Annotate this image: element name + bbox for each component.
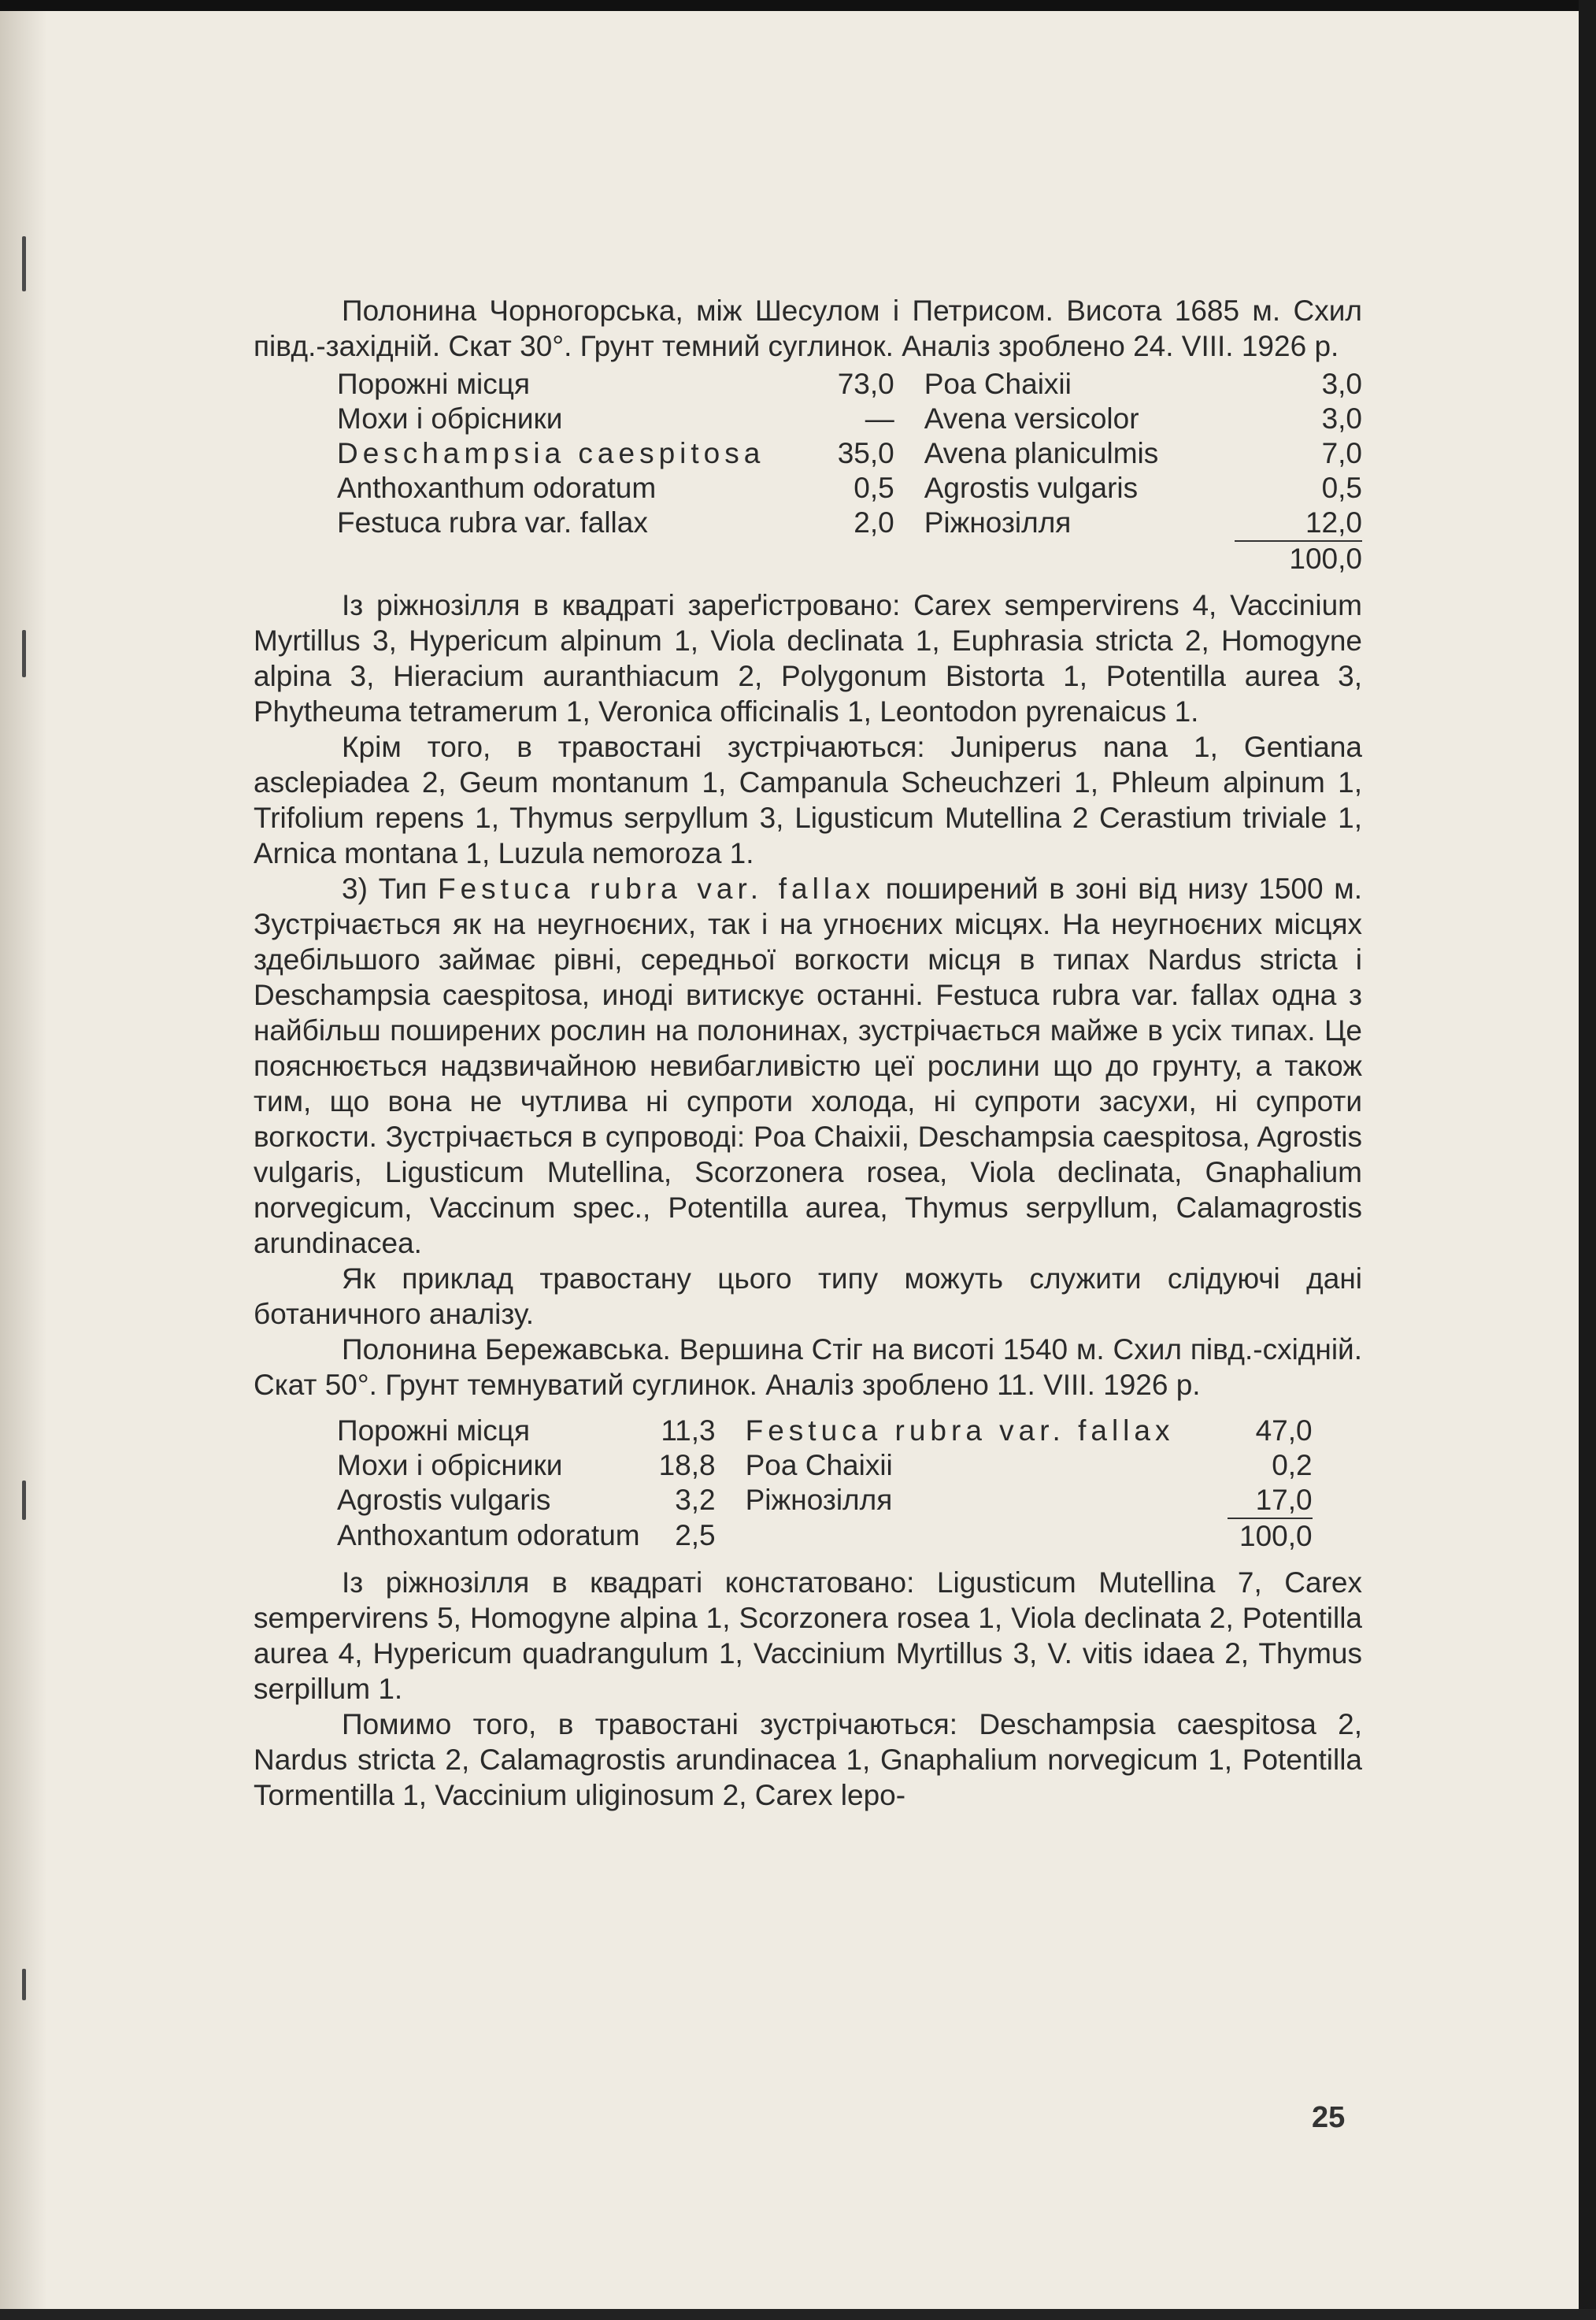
page-number: 25 <box>1312 2101 1346 2134</box>
species-value: 2,0 <box>854 506 894 539</box>
species-name: Deschampsia caespitosa <box>337 437 765 469</box>
species-name: Agrostis vulgaris <box>924 472 1139 504</box>
scan-bottom-edge <box>0 2309 1596 2320</box>
species-value: 0,2 <box>1272 1449 1313 1481</box>
species-value: 73,0 <box>837 368 894 400</box>
binding-mark <box>22 1969 26 2000</box>
species-name: Ріжнозілля <box>745 1484 893 1516</box>
table-total: 100,0 <box>1235 541 1362 576</box>
site1-intro: Полонина Чорногорська, між Шесулом і Петрисом. Висота 1685 м. Схил півд.-західній. Скат 30°. Грунт темний суглинок. Аналіз зроблено 24. VIII. 1926 р. <box>254 295 1362 362</box>
species-value: 0,5 <box>1321 472 1362 504</box>
species-name: Avena planiculmis <box>924 437 1159 469</box>
table-row <box>337 1483 1313 1518</box>
species-name: Festuca rubra var. fallax <box>745 1414 1175 1447</box>
species-name: Порожні місця <box>337 1414 530 1447</box>
type3-text: поширений в зоні від низу 1500 м. Зустрічається як на неугноєних, так і на угноєних місцях. На неугноєних місцях здебільшого займає рівні, середньої вогкости місця в типах Nardus stricta і Deschampsia caespitosa, иноді витискує останні. Festuca rubra var. fallax одна з найбільш поширених рослин на полонинах, зустрічається майже в усіх типах. Це пояснюється надзвичайною невибагливістю цеї рослини що до грунту, а також тим, що вона не чутлива ні супроти холода, ні супроти засухи, ні супроти вогкости. Зустрічається в супроводі: Poa Chaixii, Deschampsia caespitosa, Agrostis vulgaris, Ligusticum Mutellina, Scorzonera rosea, Viola declinata, Gnaphalium norvegicum, Vaccinum spec., Potentilla aurea, Thymus serpyllum, Calamagrostis arundinacea. <box>254 873 1362 1259</box>
site2-intro: Полонина Бережавська. Вершина Стіг на висоті 1540 м. Схил півд.-східній. Скат 50°. Грунт темнуватий суглинок. Аналіз зроблено 11. VIII. 1926 р. <box>254 1333 1362 1401</box>
scan-top-edge <box>0 0 1596 11</box>
species-name: Agrostis vulgaris <box>337 1484 551 1516</box>
species-name: Poa Chaixii <box>924 368 1072 400</box>
binding-mark <box>22 236 26 291</box>
species-name: Anthoxantum odoratum <box>337 1519 640 1551</box>
species-value: 18,8 <box>658 1449 716 1481</box>
table-row <box>337 1414 1313 1448</box>
species-value: 17,0 <box>1255 1484 1313 1516</box>
species-value: 0,5 <box>854 472 894 504</box>
species-value: — <box>865 402 894 435</box>
table-total: 100,0 <box>1228 1518 1313 1554</box>
binding-mark <box>22 1481 26 1520</box>
species-name: Poa Chaixii <box>745 1449 893 1481</box>
species-name: Avena versicolor <box>924 402 1139 435</box>
species-value: 2,5 <box>675 1519 716 1551</box>
species-value: 11,3 <box>661 1414 716 1447</box>
species-name: Порожні місця <box>337 368 530 400</box>
species-value: 3,0 <box>1321 402 1362 435</box>
site2-forbs-paragraph: Із ріжнозілля в квадраті констатовано: Ligusticum Mutellina 7, Carex sempervirens 5, Homogyne alpina 1, Scorzonera rosea 1, Viola declinata 2, Potentilla aurea 4, Hypericum quadrangulum 1, Vaccinium Myrtillus 3, V. vitis idaea 2, Thymus serpillum 1. <box>254 1566 1362 1705</box>
binding-mark <box>22 630 26 677</box>
site2-analysis-table <box>337 1414 1313 1554</box>
type3-example-paragraph: Як приклад травостану цього типу можуть служити слідуючі дані ботаничного аналізу. <box>254 1262 1362 1330</box>
species-name: Anthoxanthum odoratum <box>337 472 657 504</box>
page-body <box>254 293 1362 1813</box>
type3-species-name: Festuca rubra var. fallax <box>437 873 876 905</box>
table-row <box>337 1518 1313 1554</box>
species-name: Мохи і обрісники <box>337 1449 563 1481</box>
species-value: 3,0 <box>1321 368 1362 400</box>
table-row <box>337 436 1362 471</box>
table-row <box>337 506 1362 541</box>
site1-also-paragraph: Крім того, в травостані зустрічаються: Juniperus nana 1, Gentiana asclepiadea 2, Geum montanum 1, Campanula Scheuchzeri 1, Phleum alpinum 1, Trifolium repens 1, Thymus serpyllum 3, Ligusticum Mutellina 2 Cerastium triviale 1, Arnica montana 1, Luzula nemoroza 1. <box>254 731 1362 869</box>
table-total-row <box>337 541 1362 576</box>
species-value: 7,0 <box>1321 437 1362 469</box>
type3-paragraph <box>254 871 1362 1261</box>
species-name: Festuca rubra var. fallax <box>337 506 648 539</box>
species-name: Ріжнозілля <box>924 506 1072 539</box>
site1-analysis-table <box>337 367 1362 576</box>
table-row <box>337 367 1362 402</box>
species-name: Мохи і обрісники <box>337 402 563 435</box>
site2-also-paragraph: Помимо того, в травостані зустрічаються: Deschampsia caespitosa 2, Nardus stricta 2, Calamagrostis arundinacea 1, Gnaphalium norvegicum 1, Potentilla Tormentilla 1, Vaccinium uliginosum 2, Carex lepo- <box>254 1708 1362 1811</box>
site1-forbs-paragraph: Із ріжнозілля в квадраті зареґістровано: Carex sempervirens 4, Vaccinium Myrtillus 3, Hypericum alpinum 1, Viola declinata 1, Euphrasia stricta 2, Homogyne alpina 3, Hieracium auranthiacum 2, Polygonum Bistorta 1, Potentilla aurea 3, Phytheuma tetramerum 1, Veronica officinalis 1, Leontodon pyrenaicus 1. <box>254 589 1362 728</box>
species-value: 12,0 <box>1305 506 1362 539</box>
table-row <box>337 402 1362 436</box>
species-value: 35,0 <box>837 437 894 469</box>
table-row <box>337 471 1362 506</box>
species-value: 3,2 <box>675 1484 716 1516</box>
species-value: 47,0 <box>1255 1414 1313 1447</box>
table-row <box>337 1448 1313 1483</box>
type3-prefix: 3) Тип <box>342 873 438 905</box>
scan-right-edge <box>1579 0 1596 2320</box>
